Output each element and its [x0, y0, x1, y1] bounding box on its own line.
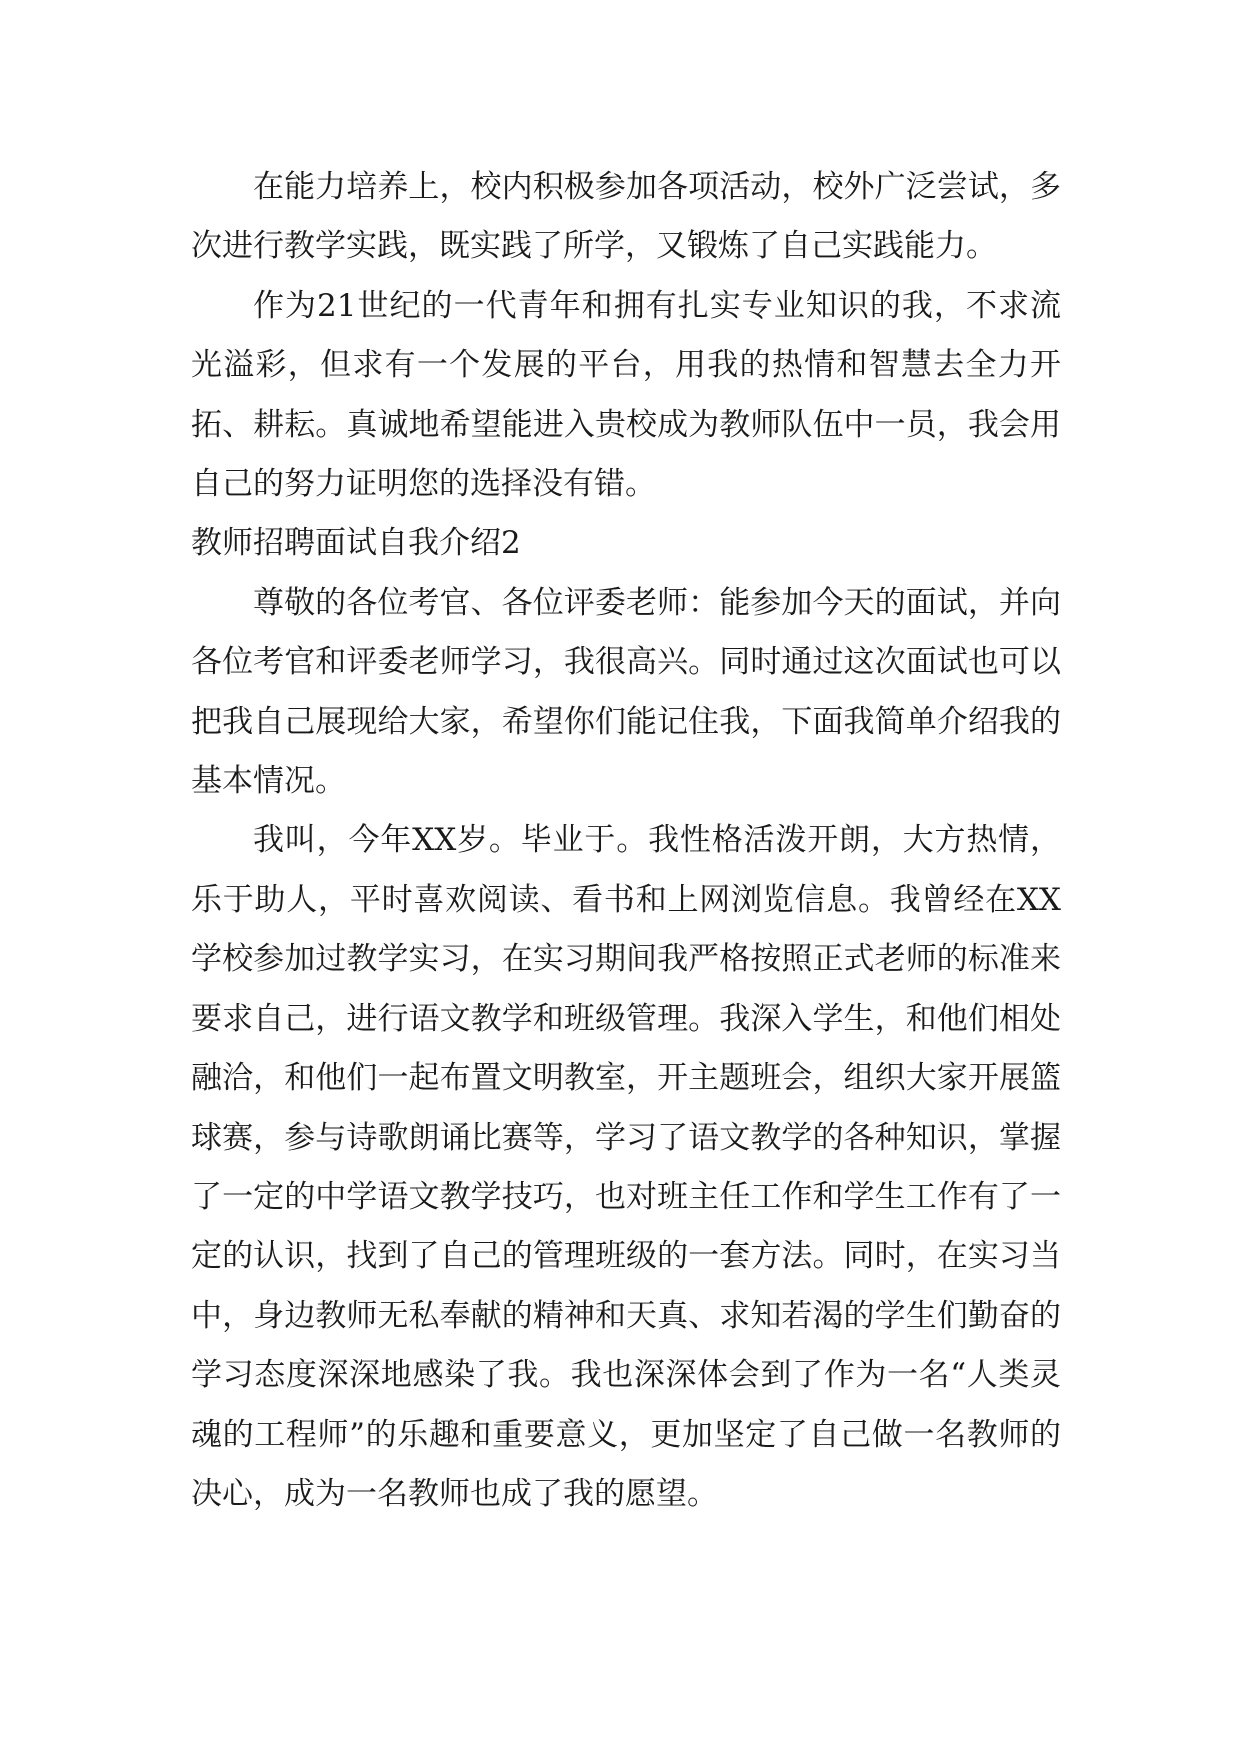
paragraph-self-introduction: 我叫，今年XX岁。毕业于。我性格活泼开朗，大方热情，乐于助人，平时喜欢阅读、看书和上网浏览信息。我曾经在XX学校参加过教学实习，在实习期间我严格按照正式老师的标准来要求自己，进行语文教学和班级管理。我深入学生，和他们相处融洽，和他们一起布置文明教室，开主题班会，组织大家开展篮球赛，参与诗歌朗诵比赛等，学习了语文教学的各种知识，掌握了一定的中学语文教学技巧，也对班主任工作和学生工作有了一定的认识，找到了自己的管理班级的一套方法。同时，在实习当中，身边教师无私奉献的精神和天真、求知若渴的学生们勤奋的学习态度深深地感染了我。我也深深体会到了作为一名“人类灵魂的工程师”的乐趣和重要意义，更加坚定了自己做一名教师的决心，成为一名教师也成了我的愿望。	[191, 822, 1061, 1512]
paragraph-greeting: 尊敬的各位考官、各位评委老师：能参加今天的面试，并向各位考官和评委老师学习，我很高兴。同时通过这次面试也可以把我自己展现给大家，希望你们能记住我，下面我简单介绍我的基本情况。	[191, 584, 1061, 800]
paragraph-ability-training: 在能力培养上，校内积极参加各项活动，校外广泛尝试，多次进行教学实践，既实践了所学，又锻炼了自己实践能力。	[191, 169, 1061, 265]
paragraph-aspiration: 作为21世纪的一代青年和拥有扎实专业知识的我，不求流光溢彩，但求有一个发展的平台，用我的热情和智慧去全力开拓、耕耘。真诚地希望能进入贵校成为教师队伍中一员，我会用自己的努力证明您的选择没有错。	[191, 287, 1061, 503]
section-heading: 教师招聘面试自我介绍2	[191, 525, 521, 562]
document-body	[191, 158, 1061, 1524]
